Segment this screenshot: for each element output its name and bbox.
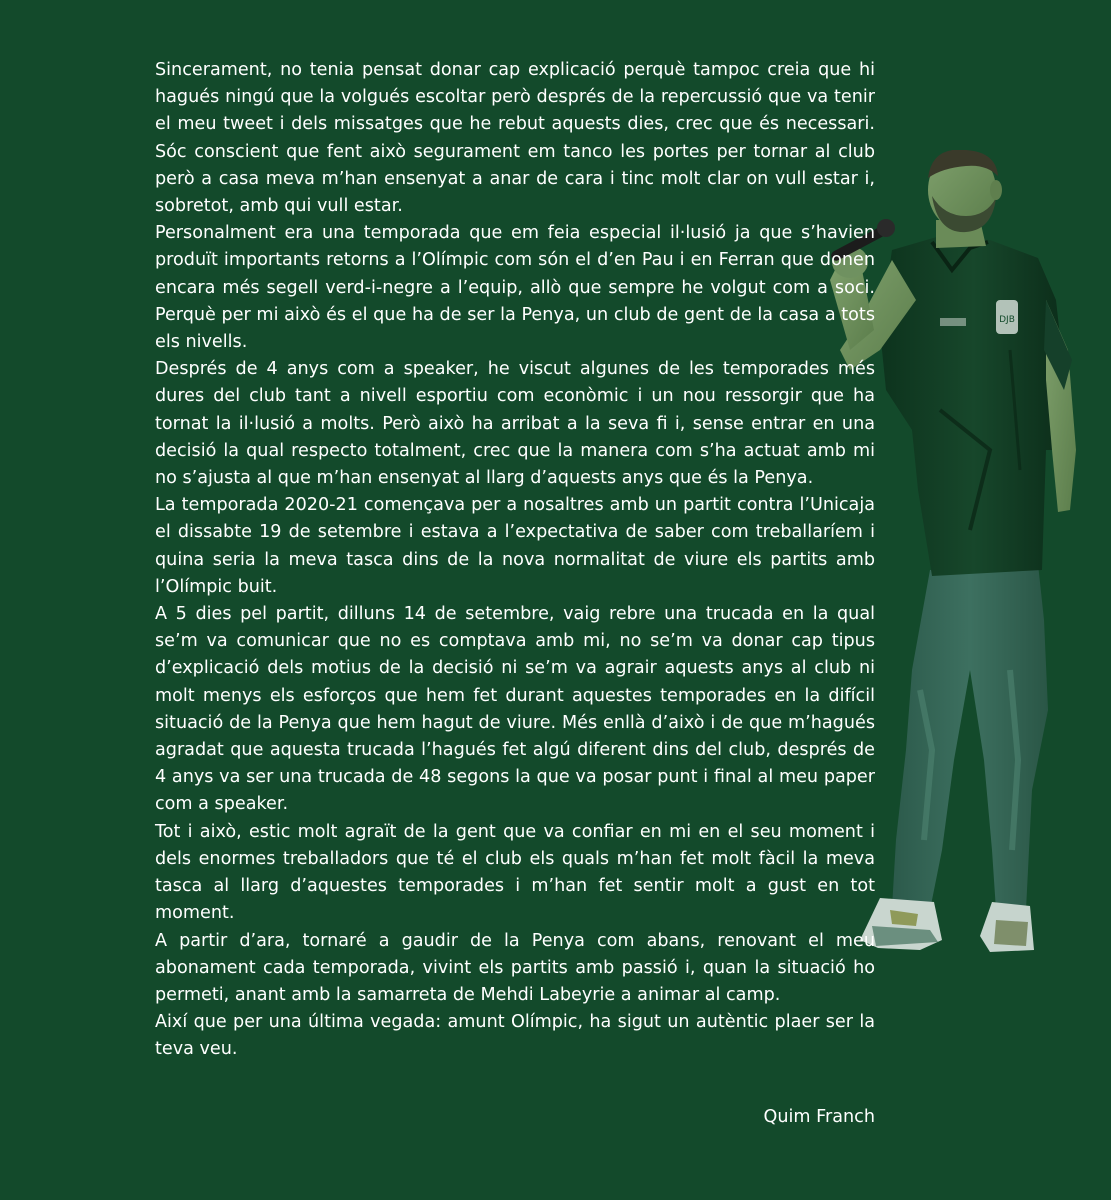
letter-body bbox=[155, 57, 875, 1064]
paragraph: Després de 4 anys com a speaker, he viscut algunes de les temporades més dures del club tant a nivell esportiu com econòmic i un nou ressorgir que ha tornat la il·lusió a molts. Però això ha arribat a la seva fi i, sense entrar en una decisió la qual respecto totalment, crec que la manera com s’ha actuat amb mi no s’ajusta al que m’han ensenyat al llarg d’aquests anys que és la Penya. bbox=[155, 359, 875, 489]
paragraph: Així que per una última vegada: amunt Olímpic, ha sigut un autèntic plaer ser la teva veu. bbox=[155, 1012, 875, 1060]
shirt bbox=[880, 236, 1068, 576]
signature: Quim Franch bbox=[763, 1107, 875, 1127]
paragraph: La temporada 2020-21 començava per a nosaltres amb un partit contra l’Unicaja el dissabte 19 de setembre i estava a l’expectativa de saber com treballaríem i quina seria la meva tasca dins de la nova normalitat de viure els partits amb l’Olímpic buit. bbox=[155, 495, 875, 597]
paragraph: Tot i això, estic molt agraït de la gent que va confiar en mi en el seu moment i dels enormes treballadors que té el club els quals m’han fet molt fàcil la meva tasca al llarg d’aquestes temporades i m’han fet sentir molt a gust en tot moment. bbox=[155, 821, 875, 924]
svg-text:DJB: DJB bbox=[999, 315, 1015, 325]
paragraph: Sincerament, no tenia pensat donar cap explicació perquè tampoc creia que hi hagués ningú que la volgués escoltar però després de la repercussió que va tenir el meu tweet i dels missatges que he rebut aquests dies, crec que és necessari. Sóc conscient que fent això segurament em tanco les portes per tornar al club però a casa meva m’han ensenyat a anar de cara i tinc molt clar on vull estar i, sobretot, amb qui vull estar. bbox=[155, 60, 875, 217]
paragraph: Personalment era una temporada que em feia especial il·lusió ja que s’havien produït importants retorns a l’Olímpic com són el d’en Pau i en Ferran que donen encara més segell verd-i-negre a l’equip, allò que sempre he volgut com a soci. Perquè per mi això és el que ha de ser la Penya, un club de gent de la casa a tots els nivells. bbox=[155, 223, 875, 353]
paragraph: A 5 dies pel partit, dilluns 14 de setembre, vaig rebre una trucada en la qual se’m va comunicar que no es comptava amb mi, no se’m va donar cap tipus d’explicació dels motius de la decisió ni se’m va agrair aquests anys al club ni molt menys els esforços que hem fet durant aquestes temporades en la difícil situació de la Penya que hem hagut de viure. Més enllà d’això i de que m’hagués agradat que aquesta trucada l’hagués fet algú diferent dins del club, després de 4 anys va ser una trucada de 48 segons la que va posar punt i final al meu paper com a speaker. bbox=[155, 604, 875, 815]
jeans bbox=[892, 564, 1048, 910]
paragraph: A partir d’ara, tornaré a gaudir de la Penya com abans, renovant el meu abonament cada temporada, vivint els partits amb passió i, quan la situació ho permeti, anant amb la samarreta de Mehdi Labeyrie a animar al camp. bbox=[155, 930, 875, 1005]
